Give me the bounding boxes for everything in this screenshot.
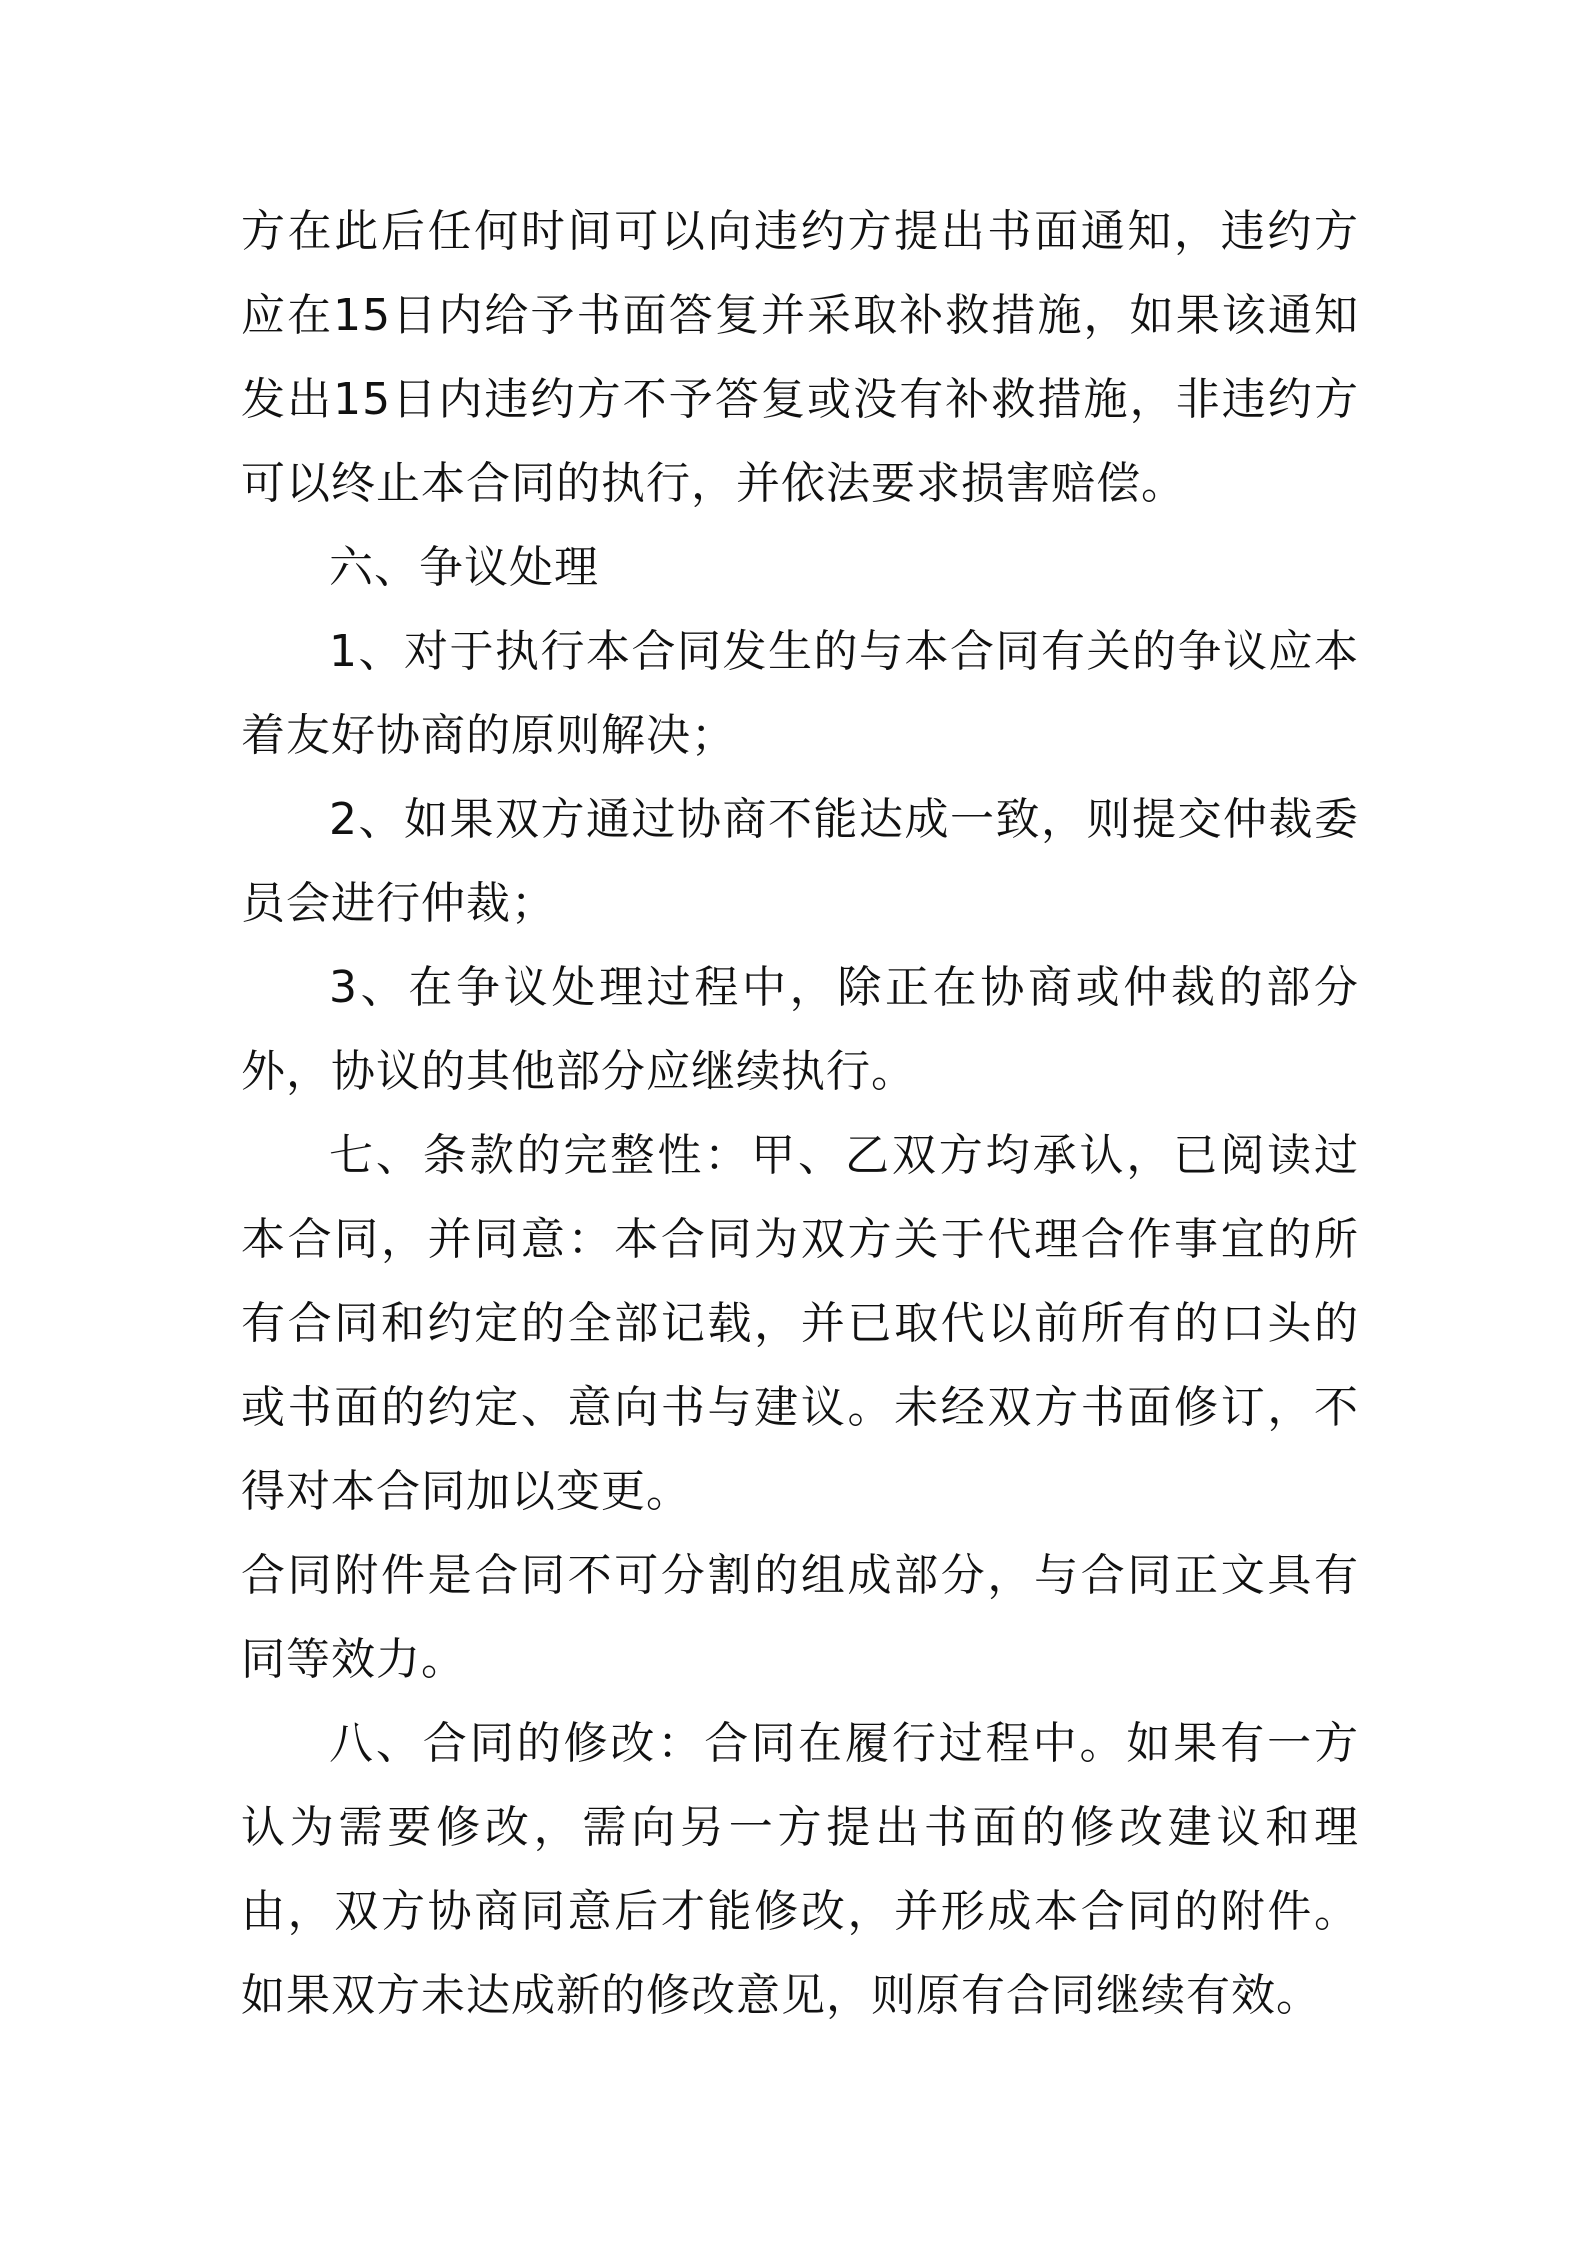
paragraph-dispute-1: 1、对于执行本合同发生的与本合同有关的争议应本着友好协商的原则解决； (241, 626, 1359, 761)
heading-dispute-resolution: 六、争议处理 (329, 542, 599, 593)
paragraph-dispute-2: 2、如果双方通过协商不能达成一致，则提交仲裁委员会进行仲裁； (241, 794, 1359, 929)
paragraph-breach-notice: 方在此后任何时间可以向违约方提出书面通知，违约方应在15日内给予书面答复并采取补救措施，如果该通知发出15日内违约方不予答复或没有补救措施，非违约方可以终止本合同的执行，并依法要求损害赔偿。 (241, 206, 1359, 509)
paragraph-attachments: 合同附件是合同不可分割的组成部分，与合同正文具有同等效力。 (241, 1550, 1359, 1685)
document-body (241, 190, 1359, 2038)
paragraph-clause-integrity: 七、条款的完整性：甲、乙双方均承认，已阅读过本合同，并同意：本合同为双方关于代理合作事宜的所有合同和约定的全部记载，并已取代以前所有的口头的或书面的约定、意向书与建议。未经双方书面修订，不得对本合同加以变更。 (241, 1130, 1359, 1517)
paragraph-dispute-3: 3、在争议处理过程中，除正在协商或仲裁的部分外，协议的其他部分应继续执行。 (241, 962, 1359, 1097)
paragraph-contract-modification: 八、合同的修改：合同在履行过程中。如果有一方认为需要修改，需向另一方提出书面的修改建议和理由，双方协商同意后才能修改，并形成本合同的附件。如果双方未达成新的修改意见，则原有合同继续有效。 (241, 1718, 1359, 2021)
